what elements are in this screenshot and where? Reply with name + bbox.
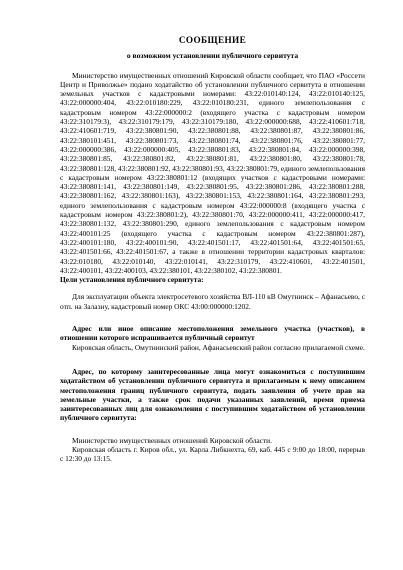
goals-heading: Цели установления публичного сервитута:	[60, 275, 204, 285]
intro-paragraph: Министерство имущественных отношений Кировской области сообщает, что ПАО «Россети Центр и Приволжье» подано ходатайство об установлении публичного сервитута в отношении земельных участков с кадастровыми номерами: 43:22:010140:124, 43:22:010140:125, 43:22:000000:404, 43:22:010180:229, 43:22:010180:231, единого землепользования с кадастровым номером 43:22:000000:2 (входящего участка с кадастровым номером 43:22:310179:3), 43:22:310179:179, 43:22:310179:180, 43:22:000000:688, 43:22:410601:718, 43:22:410601:719, 43:22:380801:90, 43:22:380801:88, 43:22:380801:87, 43:22:380801:86, 43:22:380101:451, 43:22:380801:73, 43:22:380801:74, 43:22:380801:76, 43:22:380801:77, 43:22:000000:386, 43:22:000000:405, 43:22:380801:83, 43:22:380801:84, 43:22:000000:398, 43:22:380801:85, 43:22:380801:82, 43:22:380801:81, 43:22:380801:80, 43:22:380801:78, 43:22:380801:128, 43:22:380801:92, 43:22:380801:93, 43:22:380801:79, единого землепользования с кадастровым номером 43:22:380801:12 (входящих участков с кадастровыми номерами: 43:22:380801:141, 43:22:380801:149, 43:22:380801:95, 43:22:380801:286, 43:22:380801:288, 43:22:380801:162, 43:22:380801:163), 43:22:380801:153, 43:22:380801:164, 43:22:380801:293, единого землепользования с кадастровым номером 43:22:000000:8 (входящего участка с кадастровым номером 43:22:380801:2), 43:22:380801:70, 43:22:000000:411, 43:22:000000:417, 43:22:380801:132, 43:22:380801:290, единого землепользования с кадастровым номером 43:22:400101:25 (входящего участка с кадастровым номером 43:22:380801:287), 43:22:400101:180, 43:22:400101:90, 43:22:401501:17, 43:22:401501:64, 43:22:401501:65, 43:22:401501:66, 43:22:401501:67, а также в отношении территории кадастровых кварталов: 43:22:010180, 43:22:010140, 43:22:010141, 43:22:310179, 43:22:410601, 43:22:401501, 43:22:400101, 43:22:400103, 43:22:380101, 43:22:380102, 43:22:380801.	[60, 70, 365, 275]
goals-text: Для эксплуатации объекта электросетевого хозяйства ВЛ-110 кВ Омутнинск – Афанасьево, с отп. на Залазну, кадастровый номер ОКС 43:00:000000:1202.	[60, 292, 365, 311]
location-heading: Адрес или иное описание местоположения земельного участка (участков), в отношении которого испрашивается публичный сервитут	[60, 324, 365, 343]
document-subtitle: о возможном установлении публичного сервитута	[126, 51, 299, 61]
document-title: СООБЩЕНИЕ	[178, 35, 247, 45]
contact-address: Кировская область г. Киров обл., ул. Карла Либкнехта, 69, каб. 445 с 9:00 до 18:00, перерыв с 12:30 до 13:15.	[60, 444, 365, 464]
location-text: Кировская область, Омутнинский район, Афанасьевский район согласно прилагаемой схеме.	[72, 342, 365, 352]
contact-organization: Министерство имущественных отношений Кировской области.	[72, 435, 272, 445]
contact-heading: Адрес, по которому заинтересованные лица могут ознакомиться с поступившим ходатайством об установлении публичного сервитута и прилагаемым к нему описанием местоположения границ публичного сервитута, подать заявления об учете прав на земельные участки, а также срок подачи указанных заявлений, время приема заинтересованных лиц для ознакомления с поступившим ходатайством об установлении публичного сервитута:	[60, 366, 365, 423]
